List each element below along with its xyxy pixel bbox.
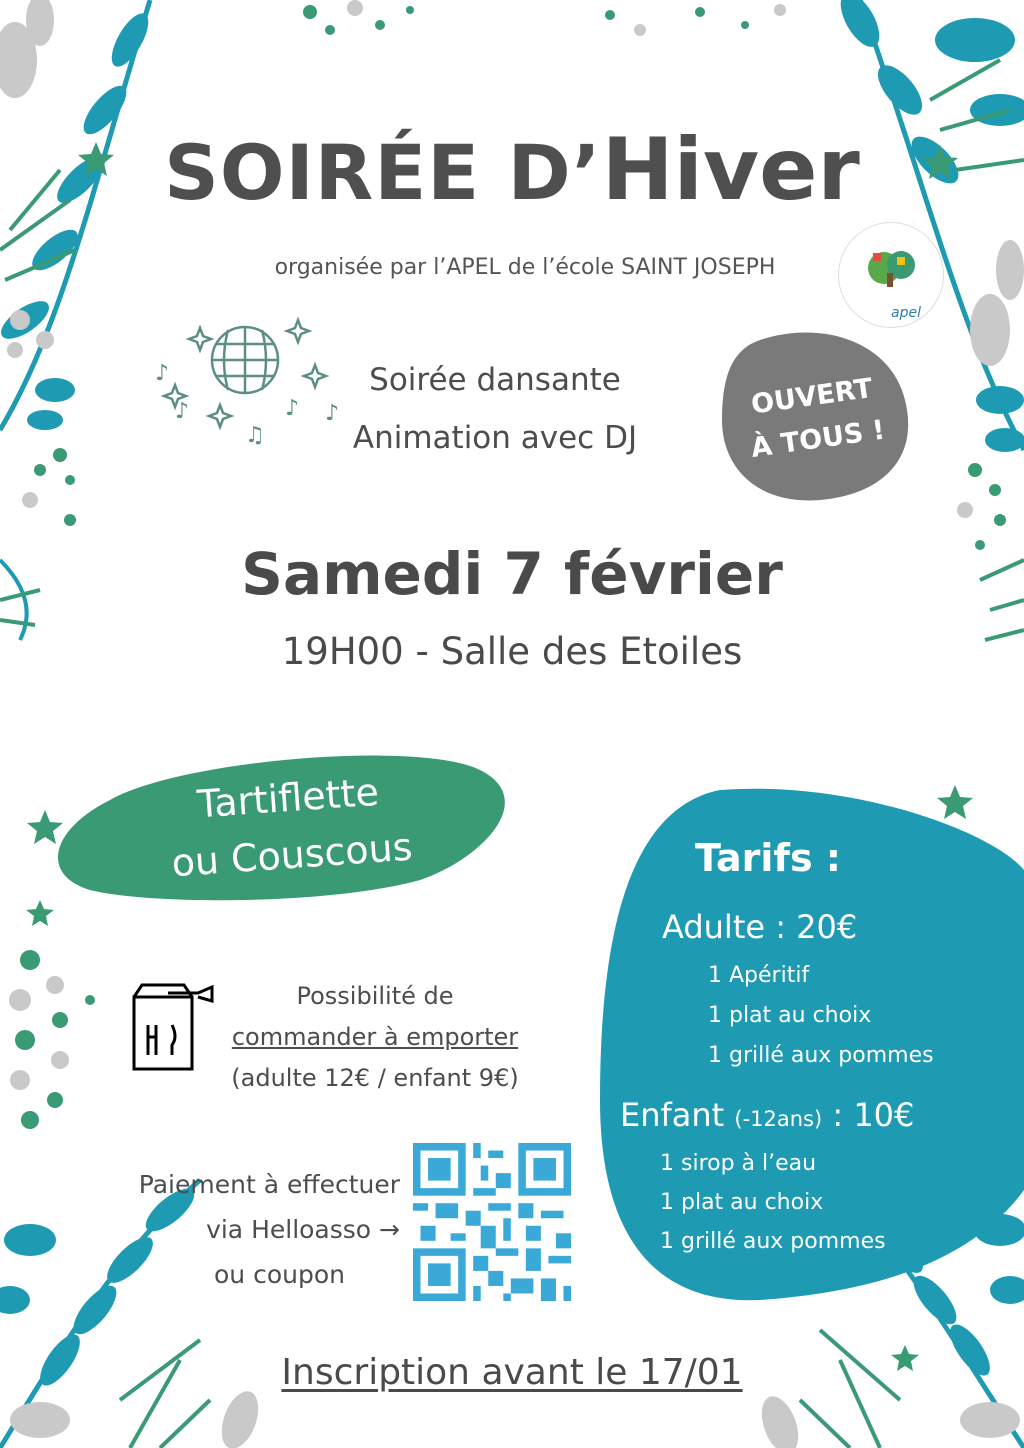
takeaway-text	[200, 976, 550, 1098]
organizer-subtitle: organisée par l’APEL de l’école SAINT JOSEPH	[274, 255, 776, 280]
adult-item-3: 1 grillé aux pommes	[708, 1043, 934, 1068]
menu-option-2: ou Couscous	[170, 824, 414, 886]
tarif-adult-label: Adulte : 20€	[662, 908, 858, 946]
svg-text:♪: ♪	[325, 401, 340, 426]
payment-line1: Paiement à effectuer	[138, 1170, 400, 1199]
adult-item-2: 1 plat au choix	[708, 1003, 872, 1028]
tarifs-panel	[600, 830, 1024, 1290]
apel-logo-text: apel	[891, 305, 921, 321]
payment-line2: via Helloasso →	[206, 1215, 400, 1244]
adult-item-1: 1 Apéritif	[708, 963, 810, 988]
tarif-child-label	[620, 1096, 914, 1134]
takeaway-line3: (adulte 12€ / enfant 9€)	[231, 1063, 519, 1092]
svg-text:♪: ♪	[285, 396, 300, 421]
apel-logo	[838, 222, 944, 328]
payment-line3: ou coupon	[214, 1260, 345, 1289]
activity-dance: Soirée dansante	[369, 362, 621, 398]
svg-text:♪: ♪	[155, 361, 170, 386]
open-badge-line1: OUVERT	[749, 372, 875, 421]
tarif-child-price: : 10€	[832, 1096, 915, 1134]
title-part1: SOIRÉE D’	[164, 128, 602, 217]
qr-code[interactable]	[413, 1143, 571, 1301]
tarif-child-age: (-12ans)	[734, 1107, 823, 1131]
tarif-child-items	[660, 1144, 886, 1261]
dots-top	[303, 0, 786, 36]
takeaway-line1: Possibilité de	[296, 982, 454, 1010]
title-part2: Hiver	[601, 120, 860, 220]
tarif-adult-items	[708, 956, 934, 1076]
tarifs-title: Tarifs :	[695, 836, 842, 880]
payment-text	[80, 1162, 400, 1297]
menu-box	[116, 758, 463, 895]
takeaway-line2[interactable]: commander à emporter	[231, 1022, 519, 1051]
tarif-child-name: Enfant	[620, 1096, 725, 1134]
registration-deadline: Inscription avant le 17/01	[281, 1352, 743, 1393]
child-item-2: 1 plat au choix	[660, 1190, 824, 1215]
svg-text:♫: ♫	[245, 423, 265, 448]
child-item-3: 1 grillé aux pommes	[660, 1229, 886, 1254]
svg-text:♪: ♪	[175, 399, 190, 424]
event-time-place: 19H00 - Salle des Etoiles	[281, 630, 743, 673]
open-badge-line2: À TOUS !	[749, 414, 887, 465]
page-title	[0, 120, 1024, 220]
menu-option-1: Tartiflette	[195, 769, 381, 827]
child-item-1: 1 sirop à l’eau	[660, 1151, 817, 1176]
event-date: Samedi 7 février	[241, 540, 783, 608]
activity-dj: Animation avec DJ	[352, 420, 638, 456]
